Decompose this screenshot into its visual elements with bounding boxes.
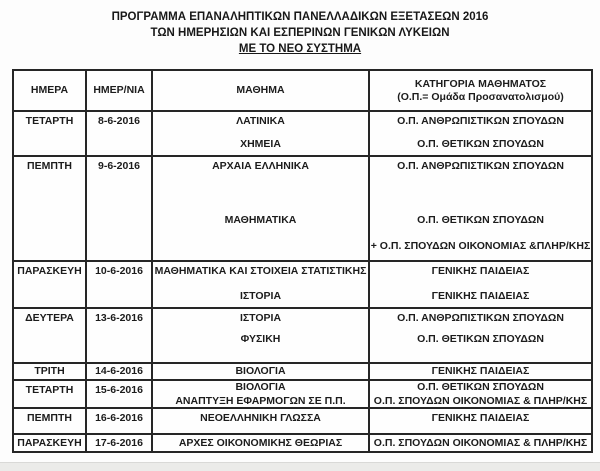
category-line: Ο.Π. ΑΝΘΡΩΠΙΣΤΙΚΩΝ ΣΠΟΥΔΩΝ (397, 160, 564, 172)
table-row (14, 364, 591, 381)
subject-line: ΑΡΧΑΙΑ ΕΛΛΗΝΙΚΑ (212, 160, 309, 172)
category-line: Ο.Π. ΘΕΤΙΚΩΝ ΣΠΟΥΔΩΝ (417, 333, 544, 346)
category-cell (370, 381, 591, 407)
subject-line: ΛΑΤΙΝΙΚΑ (236, 115, 285, 127)
subject-line: ΜΑΘΗΜΑΤΙΚΑ (224, 213, 297, 226)
exam-schedule-table (12, 69, 593, 453)
date-cell: 13-6-2016 (87, 309, 153, 362)
category-line: Ο.Π. ΣΠΟΥΔΩΝ ΟΙΚΟΝΟΜΙΑΣ & ΠΛΗΡ/ΚΗΣ (373, 394, 588, 407)
table-row (14, 112, 591, 157)
subject-line: ΧΗΜΕΙΑ (240, 138, 281, 150)
day-cell: ΠΑΡΑΣΚΕΥΗ (14, 262, 87, 307)
category-line: Ο.Π. ΘΕΤΙΚΩΝ ΣΠΟΥΔΩΝ (417, 138, 544, 150)
date-cell: 8-6-2016 (87, 112, 153, 155)
subject-line: ΦΥΣΙΚΗ (240, 333, 281, 346)
category-line: Ο.Π. ΑΝΘΡΩΠΙΣΤΙΚΩΝ ΣΠΟΥΔΩΝ (397, 115, 564, 127)
subject-cell (153, 309, 370, 362)
subject-line: ΑΝΑΠΤΥΞΗ ΕΦΑΡΜΟΓΩΝ ΣΕ Π.Π. (175, 394, 346, 407)
category-cell (370, 157, 591, 260)
title-line-1: ΠΡΟΓΡΑΜΜΑ ΕΠΑΝΑΛΗΠΤΙΚΩΝ ΠΑΝΕΛΛΑΔΙΚΩΝ ΕΞΕΤΑΣΕΩΝ 2016 (111, 11, 489, 23)
header-day: ΗΜΕΡΑ (14, 71, 87, 110)
date-cell: 16-6-2016 (87, 409, 153, 433)
subject-line: ΙΣΤΟΡΙΑ (239, 290, 282, 302)
category-cell (370, 262, 591, 307)
header-category-line-1: ΚΑΤΗΓΟΡΙΑ ΜΑΘΗΜΑΤΟΣ (414, 77, 547, 90)
subject-cell: ΝΕΟΕΛΛΗΝΙΚΗ ΓΛΩΣΣΑ (153, 409, 370, 433)
subject-line: ΙΣΤΟΡΙΑ (239, 312, 282, 324)
day-cell: ΤΕΤΑΡΤΗ (14, 112, 87, 155)
category-cell: Ο.Π. ΣΠΟΥΔΩΝ ΟΙΚΟΝΟΜΙΑΣ & ΠΛΗΡ/ΚΗΣ (373, 436, 588, 449)
subject-cell (153, 157, 370, 260)
category-cell: ΓΕΝΙΚΗΣ ΠΑΙΔΕΙΑΣ (431, 412, 530, 424)
category-line: Ο.Π. ΘΕΤΙΚΩΝ ΣΠΟΥΔΩΝ (417, 213, 544, 226)
subject-cell: ΒΙΟΛΟΓΙΑ (153, 364, 370, 379)
title-line-3: ΜΕ ΤΟ ΝΕΟ ΣΥΣΤΗΜΑ (238, 43, 362, 55)
subject-line: ΜΑΘΗΜΑΤΙΚΑ ΚΑΙ ΣΤΟΙΧΕΙΑ ΣΤΑΤΙΣΤΙΚΗΣ (154, 265, 367, 277)
date-cell: 10-6-2016 (87, 262, 153, 307)
header-date: ΗΜΕΡ/ΝΙΑ (87, 71, 153, 110)
subject-cell: ΑΡΧΕΣ ΟΙΚΟΝΟΜΙΚΗΣ ΘΕΩΡΙΑΣ (153, 435, 370, 451)
day-cell: ΤΕΤΑΡΤΗ (14, 381, 87, 407)
subject-line: ΒΙΟΛΟΓΙΑ (235, 381, 286, 393)
title-line-2: ΤΩΝ ΗΜΕΡΗΣΙΩΝ ΚΑΙ ΕΣΠΕΡΙΝΩΝ ΓΕΝΙΚΩΝ ΛΥΚΕΙΩΝ (150, 27, 450, 39)
table-row (14, 435, 591, 451)
table-row (14, 381, 591, 409)
table-row (14, 157, 591, 262)
table-row (14, 309, 591, 364)
category-line: Ο.Π. ΘΕΤΙΚΩΝ ΣΠΟΥΔΩΝ (417, 381, 544, 393)
table-row (14, 262, 591, 309)
subject-cell (153, 262, 370, 307)
date-cell: 9-6-2016 (87, 157, 153, 260)
category-line: ΓΕΝΙΚΗΣ ΠΑΙΔΕΙΑΣ (431, 265, 530, 277)
header-category-line-2: (Ο.Π.= Ομάδα Προσανατολισμού) (397, 90, 564, 103)
date-cell: 17-6-2016 (87, 435, 153, 451)
category-cell (370, 309, 591, 362)
table-row (14, 409, 591, 435)
category-cell: ΓΕΝΙΚΗΣ ΠΑΙΔΕΙΑΣ (431, 365, 530, 377)
footer-strip (0, 462, 600, 471)
page-title (0, 9, 600, 57)
category-line: + Ο.Π. ΣΠΟΥΔΩΝ ΟΙΚΟΝΟΜΙΑΣ &ΠΛΗΡ/ΚΗΣ (370, 240, 591, 253)
day-cell: ΠΕΜΠΤΗ (14, 409, 87, 433)
day-cell: ΤΡΙΤΗ (14, 364, 87, 379)
category-line: ΓΕΝΙΚΗΣ ΠΑΙΔΕΙΑΣ (431, 290, 530, 302)
subject-cell (153, 112, 370, 155)
date-cell: 15-6-2016 (87, 381, 153, 407)
category-cell (370, 112, 591, 155)
day-cell: ΔΕΥΤΕΡΑ (14, 309, 87, 362)
day-cell: ΠΕΜΠΤΗ (14, 157, 87, 260)
date-cell: 14-6-2016 (87, 364, 153, 379)
day-cell: ΠΑΡΑΣΚΕΥΗ (14, 435, 87, 451)
subject-cell (153, 381, 370, 407)
category-line: Ο.Π. ΑΝΘΡΩΠΙΣΤΙΚΩΝ ΣΠΟΥΔΩΝ (397, 312, 564, 324)
header-category (370, 71, 591, 110)
table-header-row (14, 71, 591, 112)
header-subject: ΜΑΘΗΜΑ (153, 71, 370, 110)
